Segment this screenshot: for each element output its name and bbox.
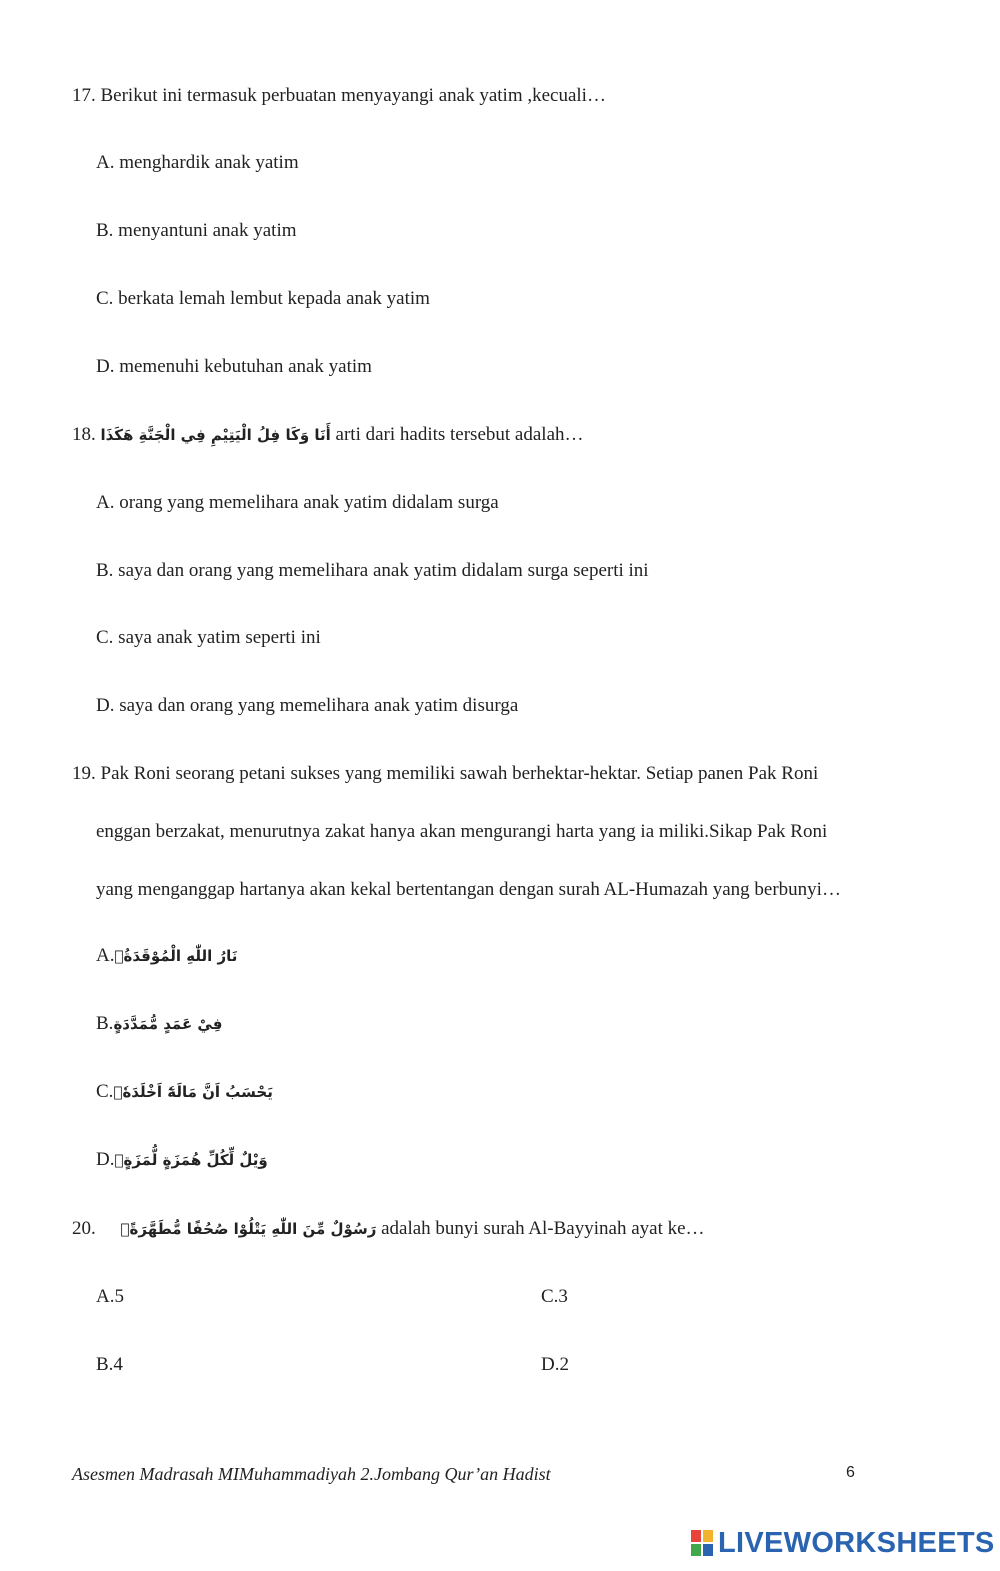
option-letter: D. bbox=[96, 1149, 115, 1170]
question-17-text: 17. Berikut ini termasuk perbuatan menyayangi anak yatim ,kecuali… bbox=[72, 85, 606, 106]
question-18-option-a[interactable]: A. orang yang memelihara anak yatim didalam surga bbox=[96, 492, 499, 513]
option-letter: B. bbox=[96, 1013, 114, 1034]
logo-square-yellow bbox=[702, 1529, 714, 1543]
question-20-option-b[interactable]: B.4 bbox=[96, 1354, 123, 1375]
option-arabic-verse: نَارُ اللّٰهِ الْمُوْقَدَةُۙ bbox=[114, 947, 238, 965]
question-19-text-line-3: yang menganggap hartanya akan kekal bertentangan dengan surah AL-Humazah yang berbunyi… bbox=[96, 879, 841, 900]
liveworksheets-logo-icon bbox=[690, 1529, 714, 1557]
question-18-option-b[interactable]: B. saya dan orang yang memelihara anak yatim didalam surga seperti ini bbox=[96, 560, 649, 581]
logo-square-green bbox=[690, 1543, 702, 1557]
liveworksheets-logo-text: LIVEWORKSHEETS bbox=[718, 1526, 995, 1559]
logo-square-blue bbox=[702, 1543, 714, 1557]
question-19-text-line-2: enggan berzakat, menurutnya zakat hanya akan mengurangi harta yang ia miliki.Sikap Pak Roni bbox=[96, 821, 828, 842]
question-20-option-d[interactable]: D.2 bbox=[541, 1354, 569, 1375]
question-19-option-d[interactable] bbox=[96, 1148, 268, 1172]
question-17-option-a[interactable]: A. menghardik anak yatim bbox=[96, 152, 299, 173]
question-20-prompt: adalah bunyi surah Al-Bayyinah ayat ke… bbox=[381, 1218, 705, 1239]
option-letter: A. bbox=[96, 945, 115, 966]
logo-square-red bbox=[690, 1529, 702, 1543]
question-18-option-c[interactable]: C. saya anak yatim seperti ini bbox=[96, 627, 321, 648]
question-17-option-c[interactable]: C. berkata lemah lembut kepada anak yatim bbox=[96, 288, 430, 309]
question-20-option-a[interactable]: A.5 bbox=[96, 1286, 124, 1307]
question-20-arabic-verse: رَسُوْلٌ مِّنَ اللّٰهِ يَتْلُوْا صُحُفًا مُّطَهَّرَةًۙ bbox=[120, 1220, 377, 1238]
page-number: 6 bbox=[846, 1464, 855, 1481]
question-19-text-line-1: 19. Pak Roni seorang petani sukses yang memiliki sawah berhektar-hektar. Setiap panen Pak Roni bbox=[72, 763, 819, 784]
option-arabic-verse: فِيْ عَمَدٍ مُّمَدَّدَةٍ bbox=[113, 1015, 223, 1033]
liveworksheets-logo bbox=[690, 1526, 995, 1560]
question-19-option-a[interactable] bbox=[96, 944, 237, 968]
question-18-option-d[interactable]: D. saya dan orang yang memelihara anak yatim disurga bbox=[96, 695, 519, 716]
question-17-option-b[interactable]: B. menyantuni anak yatim bbox=[96, 220, 297, 241]
question-20-number: 20. bbox=[72, 1218, 96, 1239]
option-letter: C. bbox=[96, 1081, 114, 1102]
question-18-prompt: arti dari hadits tersebut adalah… bbox=[335, 424, 584, 445]
question-20-option-c[interactable]: C.3 bbox=[541, 1286, 568, 1307]
option-arabic-verse: وَيْلٌ لِّكُلِّ هُمَزَةٍ لُّمَزَةٍۙ bbox=[114, 1151, 268, 1169]
question-19-option-b[interactable] bbox=[96, 1012, 222, 1036]
option-arabic-verse: يَحْسَبُ اَنَّ مَالَهٗٓ اَخْلَدَهٗۚ bbox=[113, 1083, 273, 1101]
question-20-text bbox=[72, 1217, 705, 1241]
question-18-text bbox=[72, 423, 584, 447]
question-17-option-d[interactable]: D. memenuhi kebutuhan anak yatim bbox=[96, 356, 372, 377]
footer-text: Asesmen Madrasah MIMuhammadiyah 2.Jombang Qur’an Hadist bbox=[72, 1464, 551, 1484]
question-18-number: 18. bbox=[72, 424, 96, 445]
question-19-option-c[interactable] bbox=[96, 1080, 273, 1104]
question-18-arabic-hadith: أَنَا وَكَا فِلُ الْيَتِيْمِ فِي الْجَنَّةِ هَكَذَا bbox=[100, 426, 331, 444]
